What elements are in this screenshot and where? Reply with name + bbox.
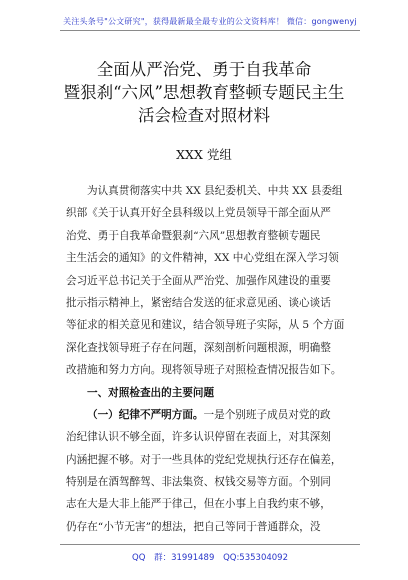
body-line: 深化查找领导班子存在问题，深刻剖析问题根源，明确整 [66, 341, 331, 354]
body-line: 治党、勇于自我革命暨狠刹“六风”思想教育整顿专题民 [66, 229, 321, 242]
header-divider [60, 30, 360, 31]
body-line: 治纪律认识不够全面，许多认识停留在表面上，对其深刻 [66, 431, 331, 444]
subsection-label: （一）纪律不严明方面。 [87, 408, 204, 421]
body-line: 等征求的相关意见和建议，结合领导班子实际，从 5 个方面 [66, 319, 345, 332]
body-line: 仍存在“小节无害”的想法，把自己等同于普通群众，没 [66, 520, 321, 533]
subsection-first-line-text: 一是个别班子成员对党的政 [203, 408, 331, 421]
document-body [66, 180, 356, 538]
body-line: 主生活会的通知》的文件精神，XX 中心党组在深入学习领 [66, 252, 339, 265]
title-line-3: 活会检查对照材料 [138, 106, 270, 125]
body-line: 改措施和努力方向。现将领导班子对照检查情况报告如下。 [66, 364, 342, 377]
title-line-2: 暨狠刹“六风”思想教育整顿专题民主生 [63, 83, 345, 102]
document-title [40, 58, 368, 127]
section-heading: 一、对照检查出的主要问题 [87, 386, 215, 399]
body-line: 会习近平总书记关于全面从严治党、加强作风建设的重要 [66, 274, 331, 287]
footer [60, 544, 360, 565]
body-line: 志在大是大非上能严于律己，但在小事上自我约束不够， [66, 498, 331, 511]
party-group-name: XXX 党组 [176, 147, 232, 162]
title-line-1: 全面从严治党、勇于自我革命 [96, 60, 312, 79]
footer-contact: QQ 群：31991489 QQ:535304092 [132, 553, 288, 563]
body-line: 特别是在酒驾醉驾、非法集资、权钱交易等方面。个别同 [66, 476, 331, 489]
body-line: 批示指示精神上，紧密结合发送的征求意见函、谈心谈话 [66, 296, 331, 309]
body-line: 为认真贯彻落实中共 XX 县纪委机关、中共 XX 县委组 [87, 185, 343, 197]
body-line: 织部《关于认真开好全县科级以上党员领导干部全面从严 [66, 207, 331, 220]
header-notice: 关注头条号"公文研究"，获得最新最全最专业的公文资料库！ 微信：gongwenyj [63, 17, 357, 26]
body-line: 内涵把握不够。对于一些具体的党纪党规执行还存在偏差， [66, 453, 342, 466]
subsection-first-line [66, 404, 356, 426]
